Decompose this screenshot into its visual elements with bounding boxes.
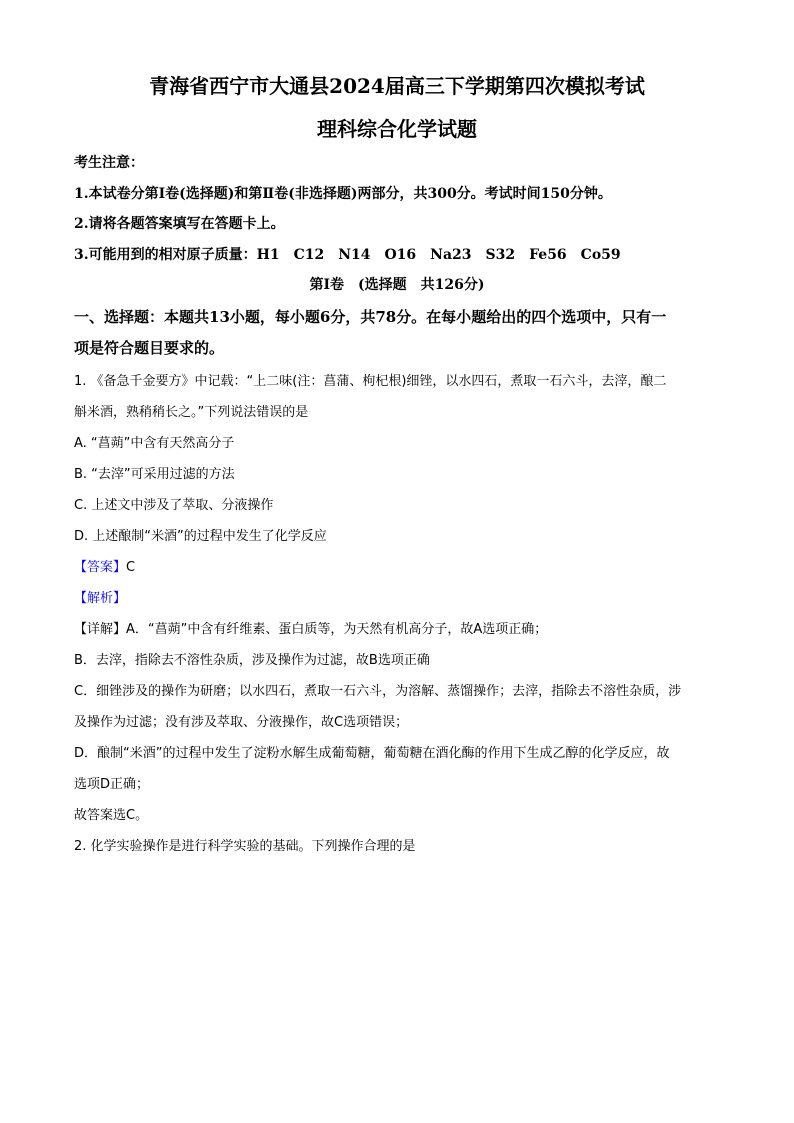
q1-detail-line1	[74, 618, 547, 637]
notice-item-1: 1.本试卷分第Ⅰ卷(选择题)和第Ⅱ卷(非选择题)两部分，共300分。考试时间150分钟。	[74, 186, 612, 202]
exam-title: 青海省西宁市大通县2024届高三下学期第四次模拟考试	[149, 74, 645, 98]
notice-item-2: 2.请将各题答案填写在答题卡上。	[74, 216, 285, 232]
part1-title: 第Ⅰ卷 (选择题 共126分)	[309, 277, 485, 293]
notice-heading: 考生注意：	[74, 155, 144, 171]
q1-answer	[74, 556, 135, 575]
q1-detail-line3: C．细锉涉及的操作为研磨；以水四石，煮取一石六斗，为溶解、蒸馏操作；去滓，指除去不溶性杂质，涉	[74, 684, 682, 699]
q1-detail-line6: 选项D正确；	[74, 777, 150, 792]
detail-text-a: A．“菖蒴”中含有纤维素、蛋白质等，为天然有机高分子，故A选项正确；	[126, 622, 548, 637]
q2-stem: 2. 化学实验操作是进行科学实验的基础。下列操作合理的是	[74, 839, 416, 854]
notice-item-3: 3.可能用到的相对原子质量：H1 C12 N14 O16 Na23 S32 Fe56 Co59	[74, 247, 621, 263]
q1-detail-line5: D．酿制“米酒”的过程中发生了淀粉水解生成葡萄糖，葡萄糖在酒化酶的作用下生成乙醇的化学反应，故	[74, 746, 670, 761]
section1-instruction-line1: 一、选择题：本题共13小题，每小题6分，共78分。在每小题给出的四个选项中，只有一	[74, 308, 667, 326]
q1-detail-line2: B．去滓，指除去不溶性杂质，涉及操作为过滤，故B选项正确	[74, 653, 430, 668]
answer-tag: 【答案】	[74, 560, 127, 575]
q1-option-c: C. 上述文中涉及了萃取、分液操作	[74, 498, 274, 513]
detail-tag: 【详解】	[74, 622, 127, 637]
section1-instruction-line2: 项是符合题目要求的。	[74, 339, 225, 357]
analysis-tag: 【解析】	[74, 591, 127, 606]
answer-value: C	[126, 560, 136, 575]
q1-option-d: D. 上述酿制“米酒”的过程中发生了化学反应	[74, 529, 327, 544]
q1-option-a: A. “菖蒴”中含有天然高分子	[74, 436, 235, 451]
q1-analysis-heading	[74, 587, 126, 606]
q1-detail-line7: 故答案选C。	[74, 808, 149, 823]
q1-option-b: B. “去滓”可采用过滤的方法	[74, 467, 235, 482]
q1-stem-line1: 1. 《备急千金要方》中记载：“上二味(注：菖蒲、枸杞根)细锉，以水四石，煮取一石六斗，去滓，酿二	[74, 374, 667, 389]
exam-subtitle: 理科综合化学试题	[317, 117, 477, 141]
q1-detail-line4: 及操作为过滤；没有涉及萃取、分液操作，故C选项错误；	[74, 715, 409, 730]
q1-stem-line2: 斛米酒，熟稍稍长之。”下列说法错误的是	[74, 405, 309, 420]
